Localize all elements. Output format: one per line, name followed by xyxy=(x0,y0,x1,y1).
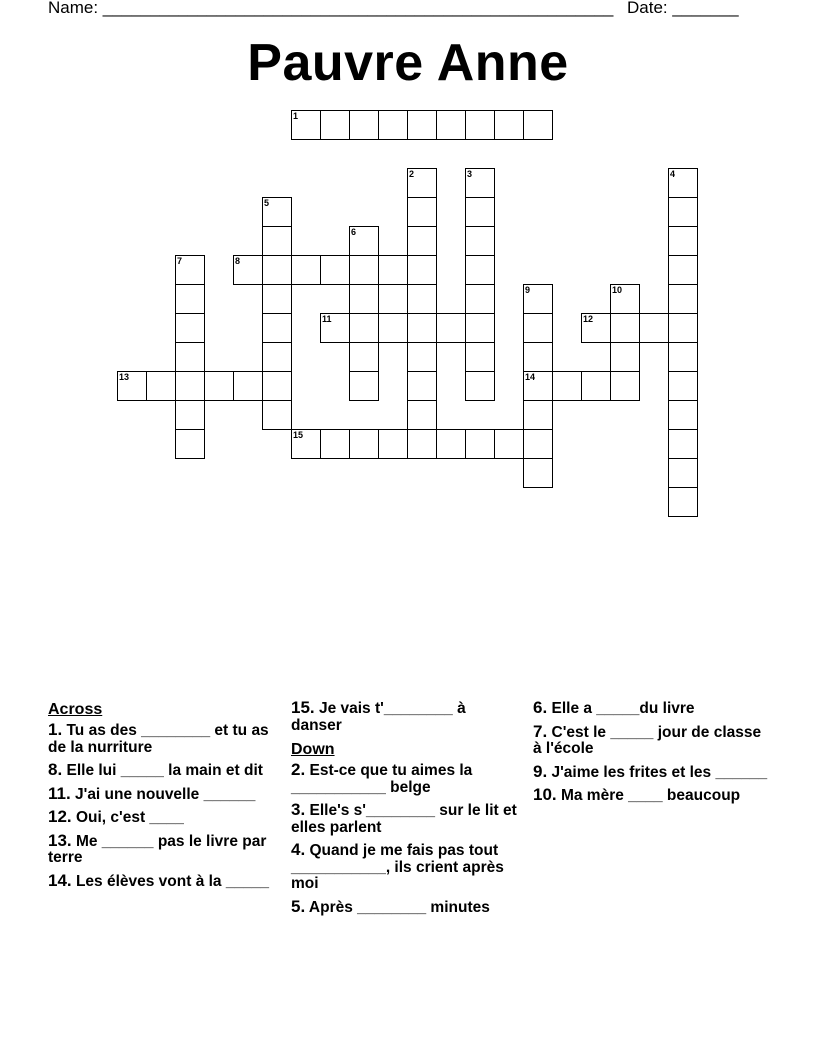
grid-cell[interactable] xyxy=(668,400,698,430)
grid-cell[interactable] xyxy=(349,429,379,459)
grid-cell[interactable] xyxy=(262,197,292,227)
clue-text: Ma mère ____ beaucoup xyxy=(556,787,741,804)
grid-cell[interactable] xyxy=(407,110,437,140)
clue-number: 3. xyxy=(291,800,306,819)
clue-text: J'aime les frites et les ______ xyxy=(547,763,768,781)
grid-cell[interactable] xyxy=(262,400,292,430)
grid-cell[interactable] xyxy=(175,284,205,314)
page-title: Pauvre Anne xyxy=(247,34,569,92)
grid-cell[interactable] xyxy=(494,429,524,459)
grid-cell[interactable] xyxy=(668,255,698,285)
cell-number: 9 xyxy=(525,285,531,295)
grid-cell[interactable] xyxy=(436,429,466,459)
clue-text: Me ______ pas le livre par terre xyxy=(48,832,267,866)
grid-cell[interactable] xyxy=(523,342,553,372)
clue-number: 2. xyxy=(291,760,306,779)
cell-number: 3 xyxy=(467,169,473,179)
cell-number: 13 xyxy=(119,372,130,382)
grid-cell[interactable] xyxy=(407,197,437,227)
grid-cell[interactable] xyxy=(175,313,205,343)
cell-number: 12 xyxy=(583,314,594,324)
clue-number: 1. xyxy=(48,720,63,739)
grid-cell[interactable] xyxy=(668,226,698,256)
clue-text: Les élèves vont à la _____ xyxy=(71,872,269,890)
cell-number: 8 xyxy=(235,256,241,266)
clue-text: J'ai une nouvelle ______ xyxy=(70,785,256,803)
grid-cell[interactable] xyxy=(378,110,408,140)
cell-number: 14 xyxy=(525,372,536,382)
grid-cell[interactable] xyxy=(668,197,698,227)
name-line[interactable]: Name: ______________________________________________________ xyxy=(48,0,614,17)
clue-across-13 xyxy=(48,830,276,867)
grid-cell[interactable] xyxy=(610,313,640,343)
grid-cell[interactable] xyxy=(639,313,669,343)
grid-cell[interactable] xyxy=(465,168,495,198)
clue-number: 10. xyxy=(533,785,557,804)
clue-across-11 xyxy=(48,783,276,804)
grid-cell[interactable] xyxy=(291,255,321,285)
grid-cell[interactable] xyxy=(668,313,698,343)
cell-number: 1 xyxy=(293,111,299,121)
clue-text: Est-ce que tu aimes la ___________ belge xyxy=(291,762,473,796)
clue-across-14 xyxy=(48,870,276,891)
grid-cell[interactable] xyxy=(349,284,379,314)
clues-column-2 xyxy=(291,700,519,922)
grid-cell[interactable] xyxy=(610,284,640,314)
grid-cell[interactable] xyxy=(465,110,495,140)
grid-cell[interactable] xyxy=(407,342,437,372)
grid-cell[interactable] xyxy=(378,313,408,343)
grid-cell[interactable] xyxy=(407,313,437,343)
grid-cell[interactable] xyxy=(494,110,524,140)
clue-text: Après ________ minutes xyxy=(305,898,490,916)
clue-number: 9. xyxy=(533,761,548,781)
grid-cell[interactable] xyxy=(465,342,495,372)
clue-number: 8. xyxy=(48,760,63,779)
grid-cell[interactable] xyxy=(465,255,495,285)
grid-cell[interactable] xyxy=(175,255,205,285)
grid-cell[interactable] xyxy=(262,313,292,343)
clue-down-2 xyxy=(291,762,519,796)
grid-cell[interactable] xyxy=(610,342,640,372)
clues-column-1 xyxy=(48,700,276,896)
clue-text: Elle lui _____ la main et dit xyxy=(62,762,263,779)
grid-cell[interactable] xyxy=(349,110,379,140)
grid-cell[interactable] xyxy=(407,284,437,314)
grid-cell[interactable] xyxy=(523,284,553,314)
clue-number: 5. xyxy=(291,896,306,916)
grid-cell[interactable] xyxy=(349,313,379,343)
clue-down-10 xyxy=(533,787,773,805)
grid-cell[interactable] xyxy=(204,371,234,401)
clue-number: 14. xyxy=(48,870,72,890)
grid-cell[interactable] xyxy=(175,400,205,430)
grid-cell[interactable] xyxy=(581,313,611,343)
grid-cell[interactable] xyxy=(262,255,292,285)
clue-text: Quand je me fais pas tout ___________, ils crient après moi xyxy=(291,842,504,892)
grid-cell[interactable] xyxy=(552,371,582,401)
grid-cell[interactable] xyxy=(378,429,408,459)
grid-cell[interactable] xyxy=(378,255,408,285)
grid-cell[interactable] xyxy=(465,429,495,459)
grid-cell[interactable] xyxy=(668,342,698,372)
clue-down-9 xyxy=(533,761,773,782)
clue-text: Oui, c'est ____ xyxy=(71,809,184,826)
grid-cell[interactable] xyxy=(262,342,292,372)
grid-cell[interactable] xyxy=(523,313,553,343)
cell-number: 5 xyxy=(264,198,270,208)
grid-cell[interactable] xyxy=(291,110,321,140)
grid-cell[interactable] xyxy=(349,342,379,372)
grid-cell[interactable] xyxy=(610,371,640,401)
grid-cell[interactable] xyxy=(320,110,350,140)
clue-down-5 xyxy=(291,896,519,917)
clue-text: Je vais t'________ à danser xyxy=(291,700,466,734)
grid-cell[interactable] xyxy=(465,371,495,401)
grid-cell[interactable] xyxy=(320,313,350,343)
grid-cell[interactable] xyxy=(320,429,350,459)
clue-number: 7. xyxy=(533,721,548,741)
clue-across-8 xyxy=(48,762,276,780)
grid-cell[interactable] xyxy=(436,313,466,343)
clue-down-4 xyxy=(291,842,519,893)
cell-number: 11 xyxy=(322,314,332,324)
grid-cell[interactable] xyxy=(465,197,495,227)
grid-cell[interactable] xyxy=(262,371,292,401)
clue-number: 12. xyxy=(48,807,72,826)
grid-cell[interactable] xyxy=(668,168,698,198)
grid-cell[interactable] xyxy=(262,226,292,256)
clue-across-15 xyxy=(291,700,519,734)
grid-cell[interactable] xyxy=(407,168,437,198)
grid-cell[interactable] xyxy=(407,400,437,430)
cell-number: 2 xyxy=(409,169,415,179)
grid-cell[interactable] xyxy=(436,110,466,140)
grid-cell[interactable] xyxy=(175,429,205,459)
grid-cell[interactable] xyxy=(668,458,698,488)
grid-cell[interactable] xyxy=(175,342,205,372)
grid-cell[interactable] xyxy=(320,255,350,285)
clue-text: Elle a _____du livre xyxy=(547,700,695,717)
grid-cell[interactable] xyxy=(233,371,263,401)
clues-column-3 xyxy=(533,700,773,811)
clue-number: 6. xyxy=(533,698,548,717)
clue-number: 11. xyxy=(48,783,71,803)
clue-across-1 xyxy=(48,722,276,756)
across-heading: Across xyxy=(48,701,103,718)
cell-number: 15 xyxy=(293,430,304,440)
grid-cell[interactable] xyxy=(523,371,553,401)
clue-text: Tu as des ________ et tu as de la nurriture xyxy=(48,722,269,756)
grid-cell[interactable] xyxy=(668,284,698,314)
clue-down-6 xyxy=(533,700,773,718)
clue-down-7 xyxy=(533,721,773,758)
cell-number: 6 xyxy=(351,227,357,237)
cell-number: 10 xyxy=(612,285,623,295)
grid-cell[interactable] xyxy=(465,313,495,343)
grid-cell[interactable] xyxy=(262,284,292,314)
grid-cell[interactable] xyxy=(146,371,176,401)
clue-number: 13. xyxy=(48,830,72,850)
grid-cell[interactable] xyxy=(668,429,698,459)
grid-cell[interactable] xyxy=(349,255,379,285)
grid-cell[interactable] xyxy=(407,429,437,459)
grid-cell[interactable] xyxy=(407,255,437,285)
grid-cell[interactable] xyxy=(407,371,437,401)
clue-across-12 xyxy=(48,809,276,827)
down-heading: Down xyxy=(291,741,335,758)
grid-cell[interactable] xyxy=(349,371,379,401)
grid-cell[interactable] xyxy=(523,400,553,430)
grid-cell[interactable] xyxy=(668,371,698,401)
clue-number: 15. xyxy=(291,698,315,717)
grid-cell[interactable] xyxy=(523,458,553,488)
grid-cell[interactable] xyxy=(349,226,379,256)
grid-cell[interactable] xyxy=(668,487,698,517)
cell-number: 7 xyxy=(177,256,183,266)
clue-text: C'est le _____ jour de classe à l'école xyxy=(533,723,762,757)
grid-cell[interactable] xyxy=(407,226,437,256)
clue-text: Elle's s'________ sur le lit et elles parlent xyxy=(291,802,517,836)
grid-cell[interactable] xyxy=(523,429,553,459)
cell-number: 4 xyxy=(670,169,676,179)
grid-cell[interactable] xyxy=(233,255,263,285)
grid-cell[interactable] xyxy=(523,110,553,140)
grid-cell[interactable] xyxy=(291,429,321,459)
grid-cell[interactable] xyxy=(465,226,495,256)
grid-cell[interactable] xyxy=(117,371,147,401)
grid-cell[interactable] xyxy=(175,371,205,401)
clue-number: 4. xyxy=(291,840,306,859)
grid-cell[interactable] xyxy=(581,371,611,401)
date-line[interactable]: Date: _______ xyxy=(627,0,739,17)
clue-down-3 xyxy=(291,802,519,836)
grid-cell[interactable] xyxy=(465,284,495,314)
